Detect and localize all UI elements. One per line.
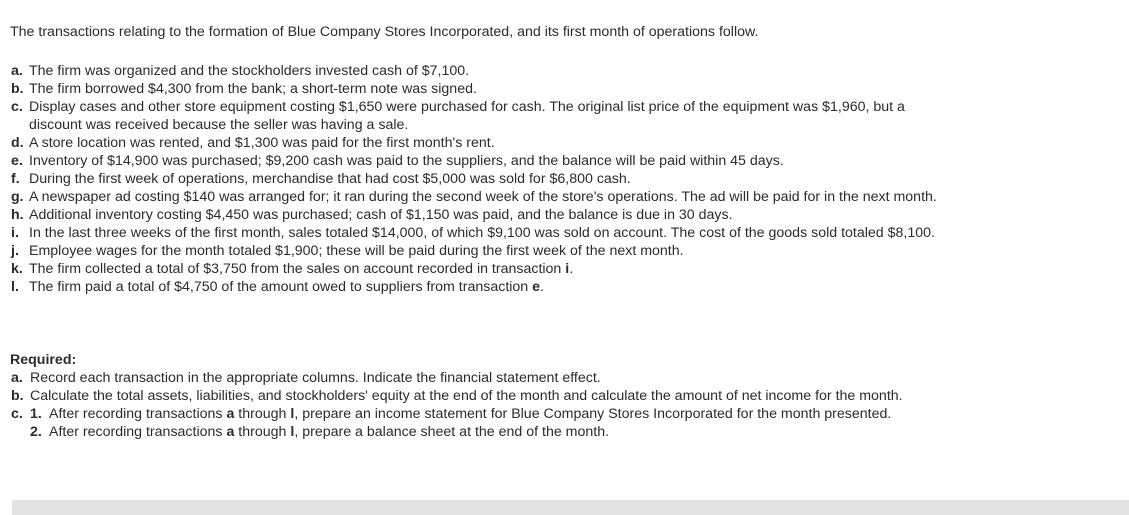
intro-text: The transactions relating to the formation of Blue Company Stores Incorporated, and its first month of operations follow.	[10, 24, 759, 40]
transaction-item-b	[11, 80, 941, 98]
transaction-ref: a	[226, 406, 235, 422]
item-label: c.	[11, 99, 23, 115]
required-item-c2	[30, 423, 950, 441]
item-label: d.	[11, 135, 24, 151]
item-text-post: , prepare a balance sheet at the end of the month.	[294, 424, 610, 440]
item-label: b.	[11, 388, 24, 404]
item-text	[29, 260, 941, 278]
item-text-mid: through	[238, 406, 287, 422]
item-text: Calculate the total assets, liabilities, and stockholders' equity at the end of the month and calculate the amount of net income for the month.	[30, 388, 903, 404]
item-label: 2.	[30, 424, 42, 440]
item-label: b.	[11, 81, 24, 97]
item-text-pre: After recording transactions	[49, 406, 223, 422]
item-text: Inventory of $14,900 was purchased; $9,200 cash was paid to the suppliers, and the balance will be paid within 45 days.	[29, 153, 784, 169]
item-label: e.	[11, 153, 23, 169]
required-item-a	[10, 369, 950, 387]
bottom-bar	[12, 500, 1129, 515]
required-item-b	[10, 387, 950, 405]
item-text-end: .	[569, 261, 574, 277]
item-label: 1.	[30, 406, 42, 422]
item-label: h.	[11, 207, 24, 223]
transaction-ref: e	[532, 279, 541, 295]
transaction-ref: l	[290, 406, 295, 422]
transaction-ref: i	[565, 261, 570, 277]
transaction-item-h	[11, 206, 941, 224]
item-text: A newspaper ad costing $140 was arranged for; it ran during the second week of the store's operations. The ad will be paid for in the next month.	[29, 189, 937, 205]
transaction-list	[11, 62, 941, 296]
item-text	[49, 406, 891, 422]
transaction-item-g	[11, 188, 941, 206]
item-text: The firm was organized and the stockholders invested cash of $7,100.	[29, 63, 470, 79]
transaction-item-c	[11, 98, 941, 134]
required-list	[10, 369, 950, 441]
item-label: f.	[11, 171, 20, 187]
item-label: j.	[11, 243, 19, 259]
item-label: l.	[11, 279, 19, 295]
required-section	[10, 351, 950, 441]
transaction-ref: a	[226, 424, 235, 440]
transaction-item-f	[11, 170, 941, 188]
item-label: g.	[11, 189, 24, 205]
transaction-item-j	[11, 242, 941, 260]
item-text: Record each transaction in the appropriate columns. Indicate the financial statement effect.	[30, 370, 601, 386]
required-item-c1	[30, 405, 950, 423]
item-text-mid: through	[238, 424, 287, 440]
required-item-c	[10, 405, 950, 441]
item-text-post: , prepare an income statement for Blue Company Stores Incorporated for the month presented.	[294, 406, 892, 422]
item-text	[49, 424, 609, 440]
item-text: Display cases and other store equipment costing $1,650 were purchased for cash. The original list price of the equipment was $1,960, but a discount was received because the seller was having a sale.	[29, 99, 905, 133]
item-label: a.	[11, 63, 23, 79]
item-label: c.	[11, 406, 23, 422]
transaction-item-e	[11, 152, 941, 170]
transaction-item-d	[11, 134, 941, 152]
transaction-item-k	[11, 260, 941, 278]
transaction-item-i	[11, 224, 941, 242]
item-text	[29, 278, 941, 296]
item-text: A store location was rented, and $1,300 was paid for the first month's rent.	[29, 135, 495, 151]
item-text: Additional inventory costing $4,450 was purchased; cash of $1,150 was paid, and the balance is due in 30 days.	[29, 207, 733, 223]
item-text-main: The firm paid a total of $4,750 of the amount owed to suppliers from transaction	[29, 279, 529, 295]
transaction-item-a	[11, 62, 941, 80]
item-text: Employee wages for the month totaled $1,900; these will be paid during the first week of the next month.	[29, 243, 684, 259]
transaction-ref: l	[290, 424, 295, 440]
item-text: The firm borrowed $4,300 from the bank; a short-term note was signed.	[29, 81, 477, 97]
item-text-pre: After recording transactions	[49, 424, 223, 440]
transaction-item-l	[11, 278, 941, 296]
item-text: In the last three weeks of the first month, sales totaled $14,000, of which $9,100 was sold on account. The cost of the goods sold totaled $8,100.	[29, 225, 935, 241]
item-label: k.	[11, 261, 23, 277]
required-heading: Required:	[10, 352, 77, 368]
item-label: i.	[11, 225, 19, 241]
item-text-end: .	[540, 279, 544, 295]
item-text: During the first week of operations, merchandise that had cost $5,000 was sold for $6,800 cash.	[29, 171, 631, 187]
item-label: a.	[11, 370, 23, 386]
item-text-main: The firm collected a total of $3,750 from the sales on account recorded in transaction	[29, 261, 562, 277]
